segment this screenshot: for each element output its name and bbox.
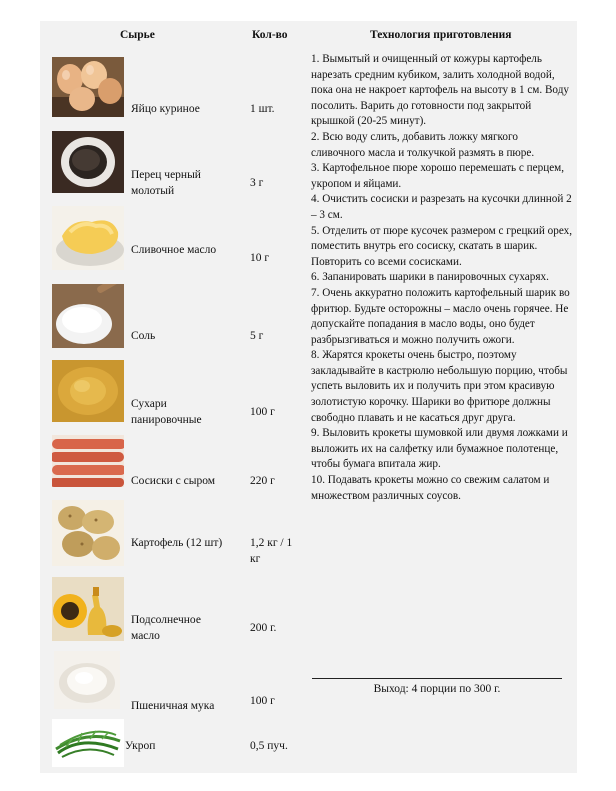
ingredient-qty: 10 г	[250, 252, 270, 264]
ingredient-name: Сухари панировочные	[131, 398, 202, 426]
dill-photo	[52, 719, 124, 767]
ingredient-qty: 200 г.	[250, 622, 277, 634]
ingredient-qty: 100 г	[250, 695, 275, 707]
step: 6. Запанировать шарики в панировочных сухарях.	[311, 271, 549, 284]
ingredient-row-dill	[40, 717, 288, 769]
step: 5. Отделить от пюре кусочек размером с грецкий орех, поместить внутрь его сосиску, скатать в шарик. Повторить со всеми сосисками.	[311, 224, 573, 268]
butter-photo	[52, 206, 124, 270]
divider	[312, 678, 562, 679]
black-pepper-photo	[52, 131, 124, 193]
header-tech: Технология приготовления	[370, 29, 512, 41]
eggs-photo	[52, 57, 124, 117]
ingredient-name: Укроп	[125, 740, 156, 752]
ingredient-name: Картофель (12 шт)	[131, 537, 223, 549]
yield-text: Выход: 4 порции по 300 г.	[373, 683, 501, 695]
step: 7. Очень аккуратно положить картофельный шарик во фритюр. Будьте осторожны – масло очень горячее. Не допускайте попадания в масло воды, оно будет разбрызгиваться и можно получить ожоги.	[311, 286, 570, 346]
ingredient-name: Сосиски с сыром	[131, 475, 216, 487]
step: 8. Жарятся крокеты очень быстро, поэтому закладывайте в кастрюлю небольшую порцию, чтобы успеть выловить их и получить при этом красивую золотистую корочку. Шарики во фритюре должны свободно плавать и не касаться друг друга.	[311, 349, 568, 424]
ingredient-qty: 0,5 пуч.	[250, 740, 288, 752]
ingredient-row-potatoes	[40, 498, 293, 576]
ingredient-name: Сливочное масло	[131, 244, 217, 256]
header-raw: Сырье	[120, 29, 155, 41]
step: 10. Подавать крокеты можно со свежим салатом и множеством различных соусов.	[311, 474, 550, 502]
ingredient-qty: 100 г	[250, 406, 275, 418]
ingredient-row-sausages	[40, 433, 280, 503]
ingredient-row-eggs	[40, 55, 280, 125]
ingredient-qty: 1,2 кг / 1 кг	[250, 537, 293, 565]
cooking-steps	[311, 52, 573, 504]
ingredient-row-butter	[40, 204, 280, 276]
ingredient-name: Яйцо куриное	[131, 103, 200, 115]
potatoes-photo	[52, 500, 124, 566]
flour-photo	[54, 651, 120, 709]
ingredient-name: Перец черный молотый	[131, 169, 201, 197]
ingredient-name: Пшеничная мука	[131, 700, 215, 712]
ingredient-row-sunflower-oil	[40, 575, 280, 647]
sausages-photo	[52, 435, 124, 487]
ingredient-row-pepper	[40, 129, 280, 199]
header-qty: Кол-во	[252, 29, 288, 41]
ingredient-name: Соль	[131, 330, 156, 342]
ingredient-qty: 220 г	[250, 475, 275, 487]
ingredient-qty: 5 г	[250, 330, 264, 342]
breadcrumbs-photo	[52, 360, 124, 422]
ingredient-qty: 1 шт.	[250, 103, 275, 115]
step: 4. Очистить сосиски и разрезать на кусочки длинной 2 – 3 см.	[311, 193, 572, 221]
ingredient-row-flour	[40, 649, 280, 721]
ingredient-qty: 3 г	[250, 177, 264, 189]
sunflower-oil-photo	[52, 577, 124, 641]
step: 2. Всю воду слить, добавить ложку мягкого сливочного масла и толкучкой размять в пюре.	[311, 130, 535, 159]
ingredient-name: Подсолнечное масло	[131, 614, 201, 642]
step: 9. Выловить крокеты шумовкой или двумя ложками и выложить их на салфетку или бумажное полотенце, чтобы бумага впитала жир.	[311, 427, 568, 471]
step: 3. Картофельное пюре хорошо перемешать с перцем, укропом и яйцами.	[311, 162, 565, 190]
recipe-card	[40, 21, 577, 773]
ingredient-row-salt	[40, 282, 280, 352]
ingredient-row-breadcrumbs	[40, 358, 280, 428]
step: 1. Вымытый и очищенный от кожуры картофель нарезать средним кубиком, залить холодной водой, пока она не накроет картофель на высоту в 1 см. Воду посолить. Варить до готовности под закрытой крышкой (20-25 минут).	[311, 53, 569, 128]
salt-photo	[52, 284, 124, 348]
